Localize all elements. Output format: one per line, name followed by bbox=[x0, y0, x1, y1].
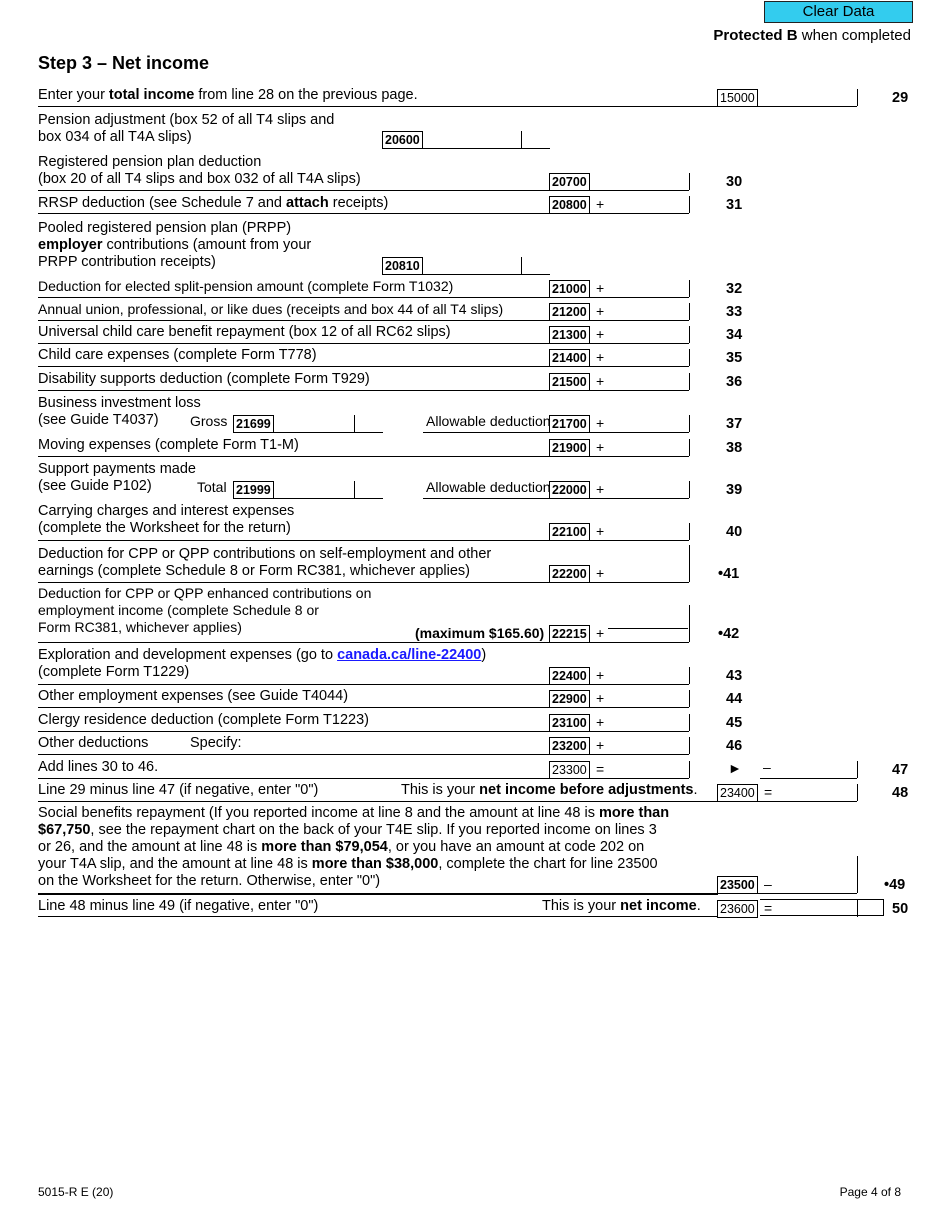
line-number-33: 33 bbox=[726, 304, 743, 320]
form-id: 5015-R E (20) bbox=[38, 1185, 114, 1199]
line-21000-code: 21000 bbox=[549, 280, 590, 298]
line-20800-code: 20800 bbox=[549, 196, 590, 214]
line-31-label: RRSP deduction (see Schedule 7 and attach receipts) bbox=[38, 195, 389, 211]
equals-sign: = bbox=[596, 761, 605, 777]
line-21699-amount-field[interactable] bbox=[278, 415, 353, 432]
plus-sign: + bbox=[596, 349, 605, 365]
line-number-32: 32 bbox=[726, 281, 743, 297]
line-30-amount-field[interactable] bbox=[595, 173, 688, 190]
plus-sign: + bbox=[596, 523, 605, 539]
line-number-42: •42 bbox=[718, 626, 740, 642]
line-48-label: Line 29 minus line 47 (if negative, enter "0") bbox=[38, 782, 319, 798]
line-32-label: Deduction for elected split-pension amount (complete Form T1032) bbox=[38, 278, 454, 294]
pension-adjustment-field[interactable] bbox=[425, 131, 520, 148]
line-41-label: Deduction for CPP or QPP contributions on self-employment and other earnings (complete Schedule 8 or Form RC381, whichever applies) bbox=[38, 546, 492, 579]
equals-sign: = bbox=[764, 900, 773, 916]
plus-sign: + bbox=[596, 373, 605, 389]
line-48-amount-field[interactable] bbox=[775, 784, 856, 801]
line-22900-code: 22900 bbox=[549, 690, 590, 708]
line-46-label: Other deductions bbox=[38, 735, 149, 751]
line-number-49: •49 bbox=[884, 877, 906, 893]
line-number-43: 43 bbox=[726, 668, 743, 684]
page-number: Page 4 of 8 bbox=[839, 1185, 901, 1199]
line-39-label: Support payments made (see Guide P102) bbox=[38, 461, 196, 494]
line-21900-code: 21900 bbox=[549, 439, 590, 457]
line-number-45: 45 bbox=[726, 715, 743, 731]
line-50-amount-field[interactable] bbox=[760, 899, 884, 916]
line-36-label: Disability supports deduction (complete Form T929) bbox=[38, 371, 370, 387]
line-22400-link[interactable]: canada.ca/line-22400 bbox=[337, 647, 482, 663]
line-23600-code: 23600 bbox=[717, 900, 758, 918]
line-22000-code: 22000 bbox=[549, 481, 590, 499]
clear-data-button[interactable]: Clear Data bbox=[764, 1, 913, 23]
line-23200-code: 23200 bbox=[549, 737, 590, 755]
line-number-37: 37 bbox=[726, 416, 743, 432]
line-number-31: 31 bbox=[726, 197, 743, 213]
line-number-46: 46 bbox=[726, 738, 743, 754]
line-40-label: Carrying charges and interest expenses (complete the Worksheet for the return) bbox=[38, 503, 295, 536]
line-38-amount-field[interactable] bbox=[608, 439, 688, 456]
line-32-amount-field[interactable] bbox=[608, 280, 688, 297]
net-income-before-adjustments-note: This is your net income before adjustments. bbox=[401, 782, 698, 798]
line-29-label: Enter your total income from line 28 on the previous page. bbox=[38, 87, 418, 103]
minus-sign: – bbox=[763, 759, 771, 775]
line-number-29: 29 bbox=[892, 90, 909, 106]
plus-sign: + bbox=[596, 303, 605, 319]
specify-label: Specify: bbox=[190, 735, 242, 751]
line-21699-code: 21699 bbox=[233, 415, 274, 433]
maximum-note: (maximum $165.60) bbox=[415, 625, 545, 641]
line-47-amount-field[interactable] bbox=[775, 761, 856, 778]
line-20600-code: 20600 bbox=[382, 131, 423, 149]
line-21999-code: 21999 bbox=[233, 481, 274, 499]
plus-sign: + bbox=[596, 280, 605, 296]
line-number-41: •41 bbox=[718, 566, 740, 582]
protected-notice: Protected B when completed bbox=[713, 27, 911, 44]
line-21500-code: 21500 bbox=[549, 373, 590, 391]
line-34-amount-field[interactable] bbox=[608, 326, 688, 343]
line-number-40: 40 bbox=[726, 524, 743, 540]
line-41-amount-field[interactable] bbox=[608, 565, 688, 582]
plus-sign: + bbox=[596, 625, 605, 641]
line-number-39: 39 bbox=[726, 482, 743, 498]
line-22215-code: 22215 bbox=[549, 625, 590, 643]
line-46-amount-field[interactable] bbox=[608, 737, 688, 754]
line-45-label: Clergy residence deduction (complete Form T1223) bbox=[38, 712, 369, 728]
line-38-label: Moving expenses (complete Form T1-M) bbox=[38, 437, 299, 453]
pension-adjustment-label: Pension adjustment (box 52 of all T4 slips and box 034 of all T4A slips) bbox=[38, 112, 335, 145]
line-40-amount-field[interactable] bbox=[608, 523, 688, 540]
line-50-label: Line 48 minus line 49 (if negative, enter "0") bbox=[38, 898, 319, 914]
net-income-note: This is your net income. bbox=[542, 898, 701, 914]
line-49-label: Social benefits repayment (If you reported income at line 8 and the amount at line 48 is more than $67,750, see the repayment chart on the back of your T4E slip. If you reported income on lines 3 or 26, and the amount at line 48 is more than $79,054, or you have an amount at code 202 on your T4A slip, and the amount at line 48 is more than $38,000, complete the chart for line 23500 on the Worksheet for the return. Otherwise, enter "0") bbox=[38, 805, 670, 889]
line-22100-code: 22100 bbox=[549, 523, 590, 541]
equals-sign: = bbox=[764, 784, 773, 800]
line-47-subtotal-field[interactable] bbox=[608, 761, 688, 778]
line-15000-code: 15000 bbox=[717, 89, 758, 107]
line-number-34: 34 bbox=[726, 327, 743, 343]
line-21200-code: 21200 bbox=[549, 303, 590, 321]
line-35-amount-field[interactable] bbox=[608, 349, 688, 366]
gross-label: Gross bbox=[190, 413, 228, 429]
line-33-label: Annual union, professional, or like dues (receipts and box 44 of all T4 slips) bbox=[38, 301, 504, 317]
line-21300-code: 21300 bbox=[549, 326, 590, 344]
line-number-50: 50 bbox=[892, 901, 909, 917]
line-23400-code: 23400 bbox=[717, 784, 758, 802]
line-47-label: Add lines 30 to 46. bbox=[38, 759, 159, 775]
arrow-icon: ► bbox=[728, 760, 742, 776]
line-31-amount-field[interactable] bbox=[608, 196, 688, 213]
line-45-amount-field[interactable] bbox=[608, 714, 688, 731]
prpp-label: Pooled registered pension plan (PRPP) employer contributions (amount from your PRPP contribution receipts) bbox=[38, 220, 312, 270]
plus-sign: + bbox=[596, 415, 605, 431]
other-deductions-specify-field[interactable] bbox=[250, 735, 545, 752]
line-20700-code: 20700 bbox=[549, 173, 590, 191]
line-number-30: 30 bbox=[726, 174, 743, 190]
line-20810-code: 20810 bbox=[382, 257, 423, 275]
plus-sign: + bbox=[596, 326, 605, 342]
line-43-amount-field[interactable] bbox=[608, 667, 688, 684]
plus-sign: + bbox=[596, 667, 605, 683]
line-29-amount-field[interactable] bbox=[760, 89, 856, 106]
line-number-38: 38 bbox=[726, 440, 743, 456]
plus-sign: + bbox=[596, 714, 605, 730]
line-number-35: 35 bbox=[726, 350, 743, 366]
line-number-48: 48 bbox=[892, 785, 909, 801]
line-21999-amount-field[interactable] bbox=[278, 481, 353, 498]
plus-sign: + bbox=[596, 565, 605, 581]
allowable-deduction-label: Allowable deduction bbox=[426, 413, 551, 429]
line-42-amount-field[interactable] bbox=[608, 625, 688, 642]
line-44-amount-field[interactable] bbox=[608, 690, 688, 707]
line-23500-code: 23500 bbox=[717, 876, 758, 894]
plus-sign: + bbox=[596, 481, 605, 497]
line-number-44: 44 bbox=[726, 691, 743, 707]
line-49-amount-field[interactable] bbox=[775, 876, 856, 893]
line-23100-code: 23100 bbox=[549, 714, 590, 732]
line-number-36: 36 bbox=[726, 374, 743, 390]
line-44-label: Other employment expenses (see Guide T4044) bbox=[38, 688, 349, 704]
line-22400-code: 22400 bbox=[549, 667, 590, 685]
plus-sign: + bbox=[596, 196, 605, 212]
line-34-label: Universal child care benefit repayment (box 12 of all RC62 slips) bbox=[38, 324, 451, 340]
line-number-47: 47 bbox=[892, 762, 909, 778]
line-21400-code: 21400 bbox=[549, 349, 590, 367]
plus-sign: + bbox=[596, 737, 605, 753]
line-23300-code: 23300 bbox=[549, 761, 590, 779]
allowable-deduction-label: Allowable deduction bbox=[426, 479, 551, 495]
plus-sign: + bbox=[596, 439, 605, 455]
line-37-label: Business investment loss (see Guide T4037) bbox=[38, 395, 201, 428]
line-33-amount-field[interactable] bbox=[608, 303, 688, 320]
total-label: Total bbox=[197, 479, 227, 495]
line-35-label: Child care expenses (complete Form T778) bbox=[38, 347, 317, 363]
line-37-amount-field[interactable] bbox=[608, 415, 688, 432]
line-43-label: Exploration and development expenses (go to canada.ca/line-22400) (complete Form T1229) bbox=[38, 647, 487, 680]
line-39-amount-field[interactable] bbox=[608, 481, 688, 498]
line-22200-code: 22200 bbox=[549, 565, 590, 583]
line-36-amount-field[interactable] bbox=[608, 373, 688, 390]
plus-sign: + bbox=[596, 690, 605, 706]
page-title: Step 3 – Net income bbox=[38, 53, 210, 73]
line-30-label: Registered pension plan deduction (box 20 of all T4 slips and box 032 of all T4A slips) bbox=[38, 154, 361, 187]
line-21700-code: 21700 bbox=[549, 415, 590, 433]
line-42-label: Deduction for CPP or QPP enhanced contributions on employment income (complete Schedule 8 or Form RC381, whichever applies) bbox=[38, 585, 372, 635]
minus-sign: – bbox=[764, 876, 772, 892]
prpp-amount-field[interactable] bbox=[425, 257, 520, 274]
